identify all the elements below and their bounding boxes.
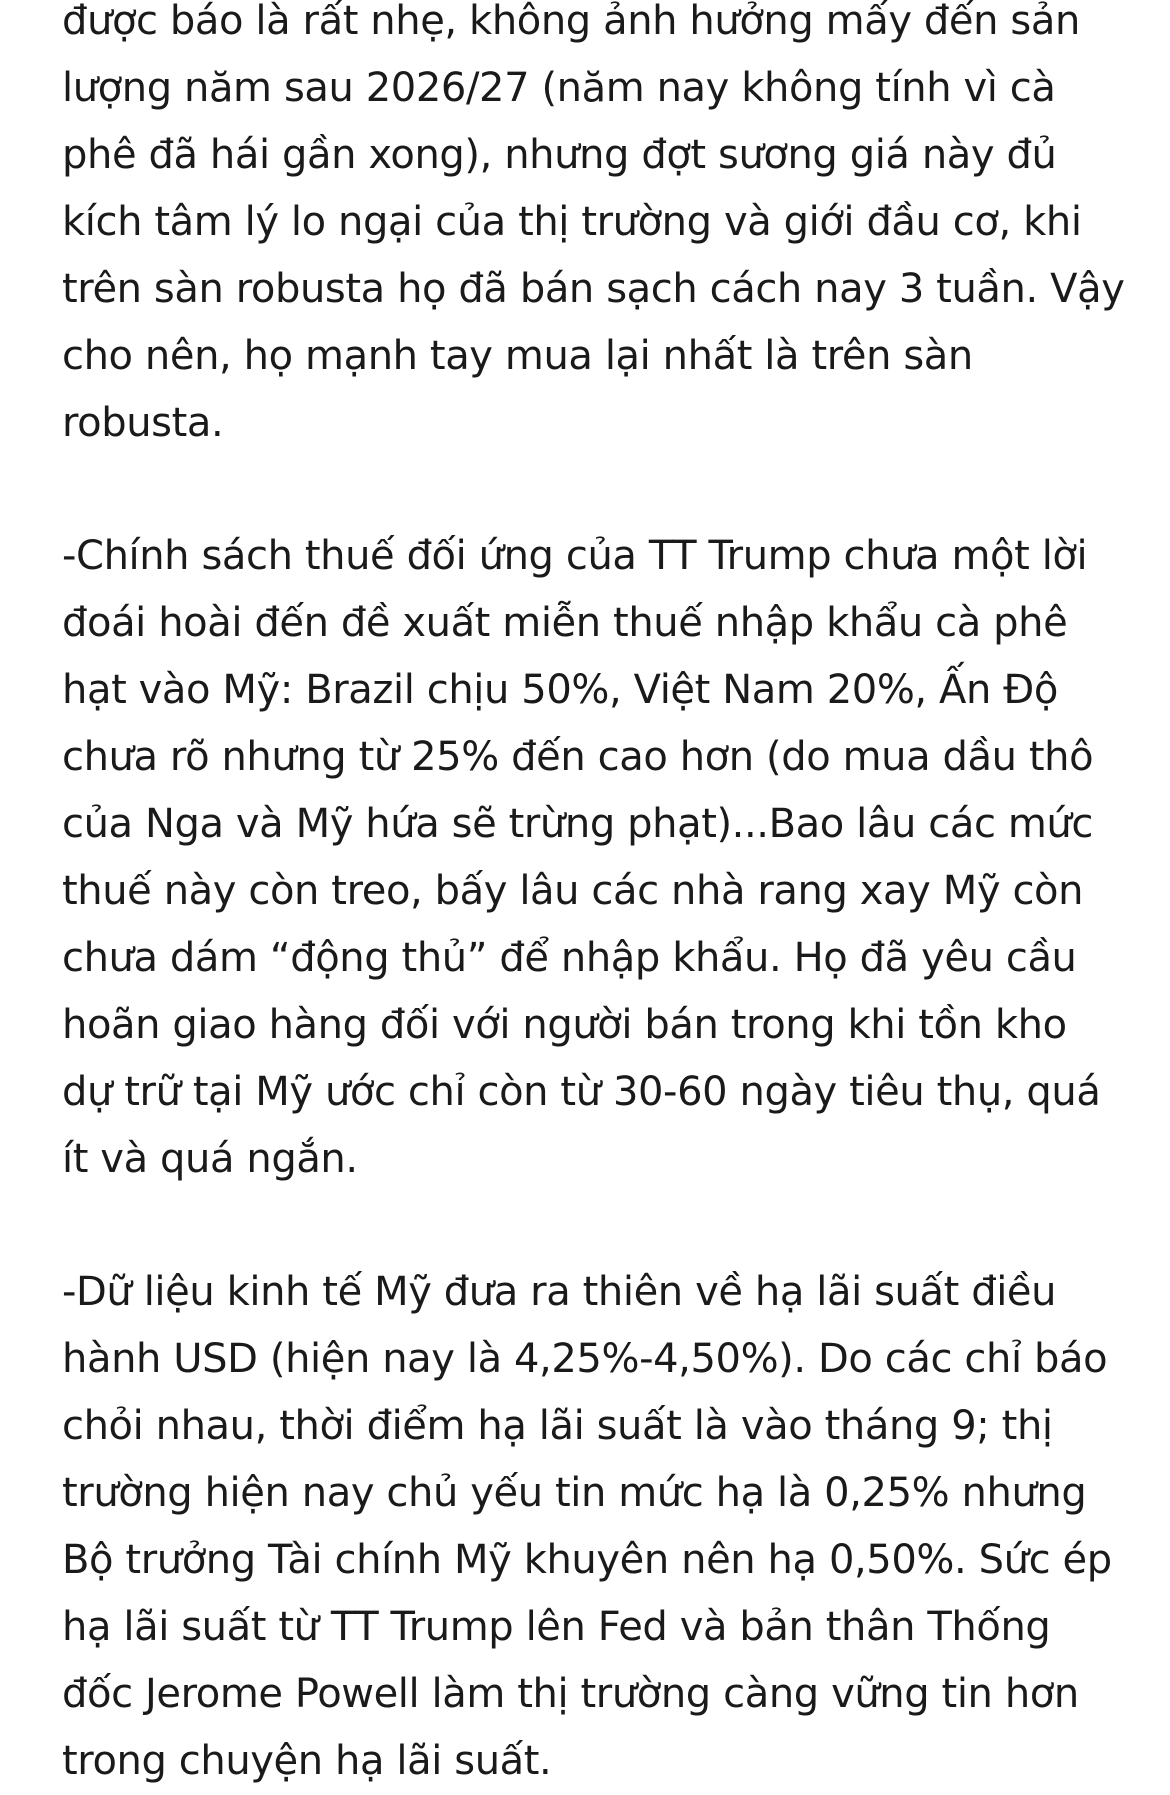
text-line: lượng năm sau 2026/27 (năm nay không tính vì cà (62, 65, 1056, 111)
text-line: hạt vào Mỹ: Brazil chịu 50%, Việt Nam 20%, Ấn Độ (62, 667, 1058, 713)
text-line: trong chuyện hạ lãi suất. (62, 1738, 552, 1784)
paragraph-1 (62, 0, 1125, 457)
text-line: trường hiện nay chủ yếu tin mức hạ là 0,25% nhưng (62, 1470, 1087, 1516)
text-line: chỏi nhau, thời điểm hạ lãi suất là vào tháng 9; thị (62, 1403, 1053, 1449)
text-line: chưa dám “động thủ” để nhập khẩu. Họ đã yêu cầu (62, 935, 1077, 981)
text-line: hạ lãi suất từ TT Trump lên Fed và bản thân Thống (62, 1604, 1051, 1650)
text-line: của Nga và Mỹ hứa sẽ trừng phạt)...Bao lâu các mức (62, 801, 1093, 847)
text-line: thuế này còn treo, bấy lâu các nhà rang xay Mỹ còn (62, 868, 1084, 914)
text-line: cho nên, họ mạnh tay mua lại nhất là trên sàn (62, 333, 973, 379)
text-line: kích tâm lý lo ngại của thị trường và giới đầu cơ, khi (62, 199, 1082, 245)
text-line: -Dữ liệu kinh tế Mỹ đưa ra thiên về hạ lãi suất điều (62, 1269, 1057, 1315)
text-line: chưa rõ nhưng từ 25% đến cao hơn (do mua dầu thô (62, 734, 1094, 780)
paragraph-spacer (62, 457, 1122, 523)
paragraph-spacer (62, 1193, 1122, 1259)
text-line: dự trữ tại Mỹ ước chỉ còn từ 30-60 ngày tiêu thụ, quá (62, 1069, 1101, 1115)
text-line: được báo là rất nhẹ, không ảnh hưởng mấy đến sản (62, 0, 1080, 44)
text-line: đốc Jerome Powell làm thị trường càng vững tin hơn (62, 1671, 1079, 1717)
text-line: trên sàn robusta họ đã bán sạch cách nay 3 tuần. Vậy (62, 266, 1125, 312)
text-line: đoái hoài đến đề xuất miễn thuế nhập khẩu cà phê (62, 600, 1068, 646)
article-body (62, 0, 1125, 1795)
text-line: robusta. (62, 400, 224, 446)
text-line: -Chính sách thuế đối ứng của TT Trump chưa một lời (62, 533, 1088, 579)
text-line: phê đã hái gần xong), nhưng đợt sương giá này đủ (62, 132, 1057, 178)
text-line: Bộ trưởng Tài chính Mỹ khuyên nên hạ 0,50%. Sức ép (62, 1537, 1112, 1583)
paragraph-3 (62, 1259, 1122, 1795)
paragraph-2 (62, 523, 1122, 1193)
text-line: hoãn giao hàng đối với người bán trong khi tồn kho (62, 1002, 1067, 1048)
text-line: ít và quá ngắn. (62, 1136, 358, 1182)
text-line: hành USD (hiện nay là 4,25%-4,50%). Do các chỉ báo (62, 1336, 1108, 1382)
